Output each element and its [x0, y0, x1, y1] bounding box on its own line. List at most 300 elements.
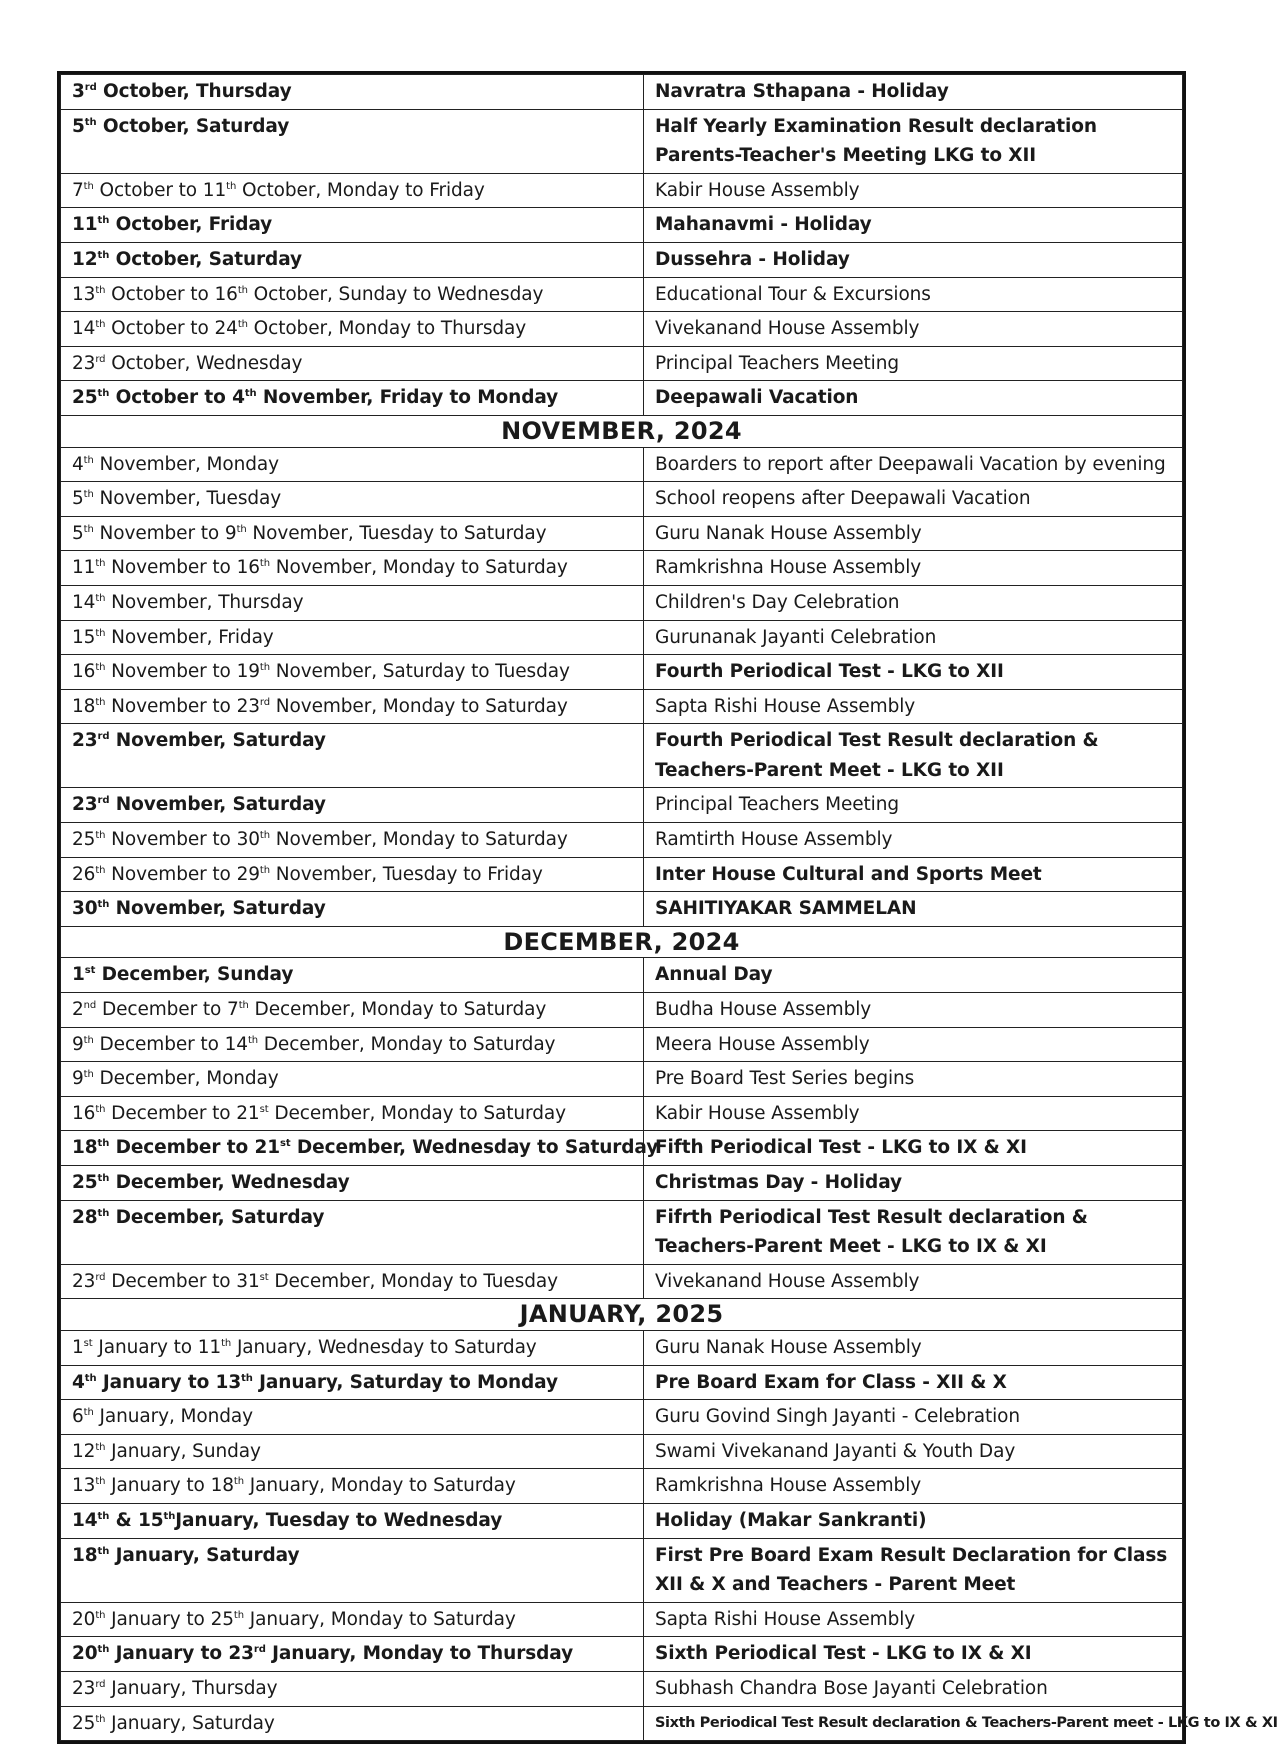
date-ordinal-suffix: th	[95, 1713, 106, 1725]
date-text: October, Saturday	[109, 248, 302, 270]
date-ordinal-suffix: rd	[95, 353, 106, 365]
date-text: November, Saturday to Tuesday	[269, 661, 570, 683]
event-date	[61, 516, 644, 551]
date-text: December to	[96, 999, 228, 1021]
event-description: Kabir House Assembly	[644, 1096, 1183, 1131]
event-description: Meera House Assembly	[644, 1027, 1183, 1062]
event-date	[61, 1200, 644, 1264]
event-description: Ramkrishna House Assembly	[644, 1469, 1183, 1504]
date-text: October, Monday to Friday	[236, 179, 485, 201]
date-ordinal-suffix: th	[247, 1034, 258, 1046]
date-text: December, Sunday	[95, 964, 294, 986]
date-text: January, Sunday	[105, 1440, 261, 1462]
event-description: Vivekanand House Assembly	[644, 1264, 1183, 1299]
date-number: 19	[236, 661, 260, 683]
date-ordinal-suffix: th	[259, 661, 270, 673]
event-date	[61, 447, 644, 482]
date-number: 9	[224, 522, 237, 544]
date-ordinal-suffix: th	[84, 116, 97, 128]
date-text: November, Monday to Saturday	[269, 557, 568, 579]
event-date	[61, 277, 644, 312]
calendar-row	[61, 173, 1183, 208]
date-ordinal-suffix: th	[97, 1510, 110, 1522]
date-ordinal-suffix: th	[238, 999, 249, 1011]
event-date	[61, 173, 644, 208]
date-ordinal-suffix: th	[83, 180, 94, 192]
date-ordinal-suffix: th	[237, 284, 248, 296]
calendar-row	[61, 312, 1183, 347]
date-text: October to	[105, 283, 215, 305]
event-description: Principal Teachers Meeting	[644, 788, 1183, 823]
event-date	[61, 346, 644, 381]
date-ordinal-suffix: th	[95, 592, 106, 604]
calendar-row	[61, 381, 1183, 416]
event-description: Vivekanand House Assembly	[644, 312, 1183, 347]
date-text: November, Tuesday to Saturday	[246, 522, 547, 544]
date-text: January to	[105, 1608, 211, 1630]
date-text: November, Monday	[93, 453, 279, 475]
calendar-row	[61, 1096, 1183, 1131]
date-number: 5	[72, 115, 85, 137]
month-heading-row	[61, 1299, 1183, 1331]
date-ordinal-suffix: rd	[95, 1678, 106, 1690]
date-ordinal-suffix: th	[95, 696, 106, 708]
event-description: Dussehra - Holiday	[644, 242, 1183, 277]
date-number: 23	[72, 1677, 96, 1699]
event-date	[61, 1469, 644, 1504]
event-date	[61, 381, 644, 416]
event-description: First Pre Board Exam Result Declaration for Class XII & X and Teachers - Parent Meet	[644, 1538, 1183, 1602]
event-date	[61, 1706, 644, 1741]
event-date	[61, 1264, 644, 1299]
date-number: 21	[254, 1137, 280, 1159]
date-ordinal-suffix: th	[95, 1441, 106, 1453]
date-ordinal-suffix: rd	[95, 1271, 106, 1283]
date-text: December to	[109, 1137, 255, 1159]
event-description: Fifrth Periodical Test Result declaration & Teachers-Parent Meet - LKG to IX & XI	[644, 1200, 1183, 1264]
event-date	[61, 1365, 644, 1400]
date-text: October to	[105, 318, 215, 340]
date-ordinal-suffix: th	[97, 1644, 110, 1656]
event-date	[61, 1062, 644, 1097]
event-description: Navratra Sthapana - Holiday	[644, 75, 1183, 110]
calendar-row	[61, 1469, 1183, 1504]
date-number: 23	[228, 1643, 254, 1665]
calendar-row	[61, 892, 1183, 927]
date-number: 4	[72, 453, 84, 475]
date-ordinal-suffix: th	[95, 558, 106, 570]
event-date	[61, 1671, 644, 1706]
date-number: 4	[72, 1371, 85, 1393]
date-number: 14	[72, 591, 96, 613]
date-number: 25	[72, 1712, 96, 1734]
date-ordinal-suffix: th	[97, 1545, 110, 1557]
date-text: October, Saturday	[96, 115, 290, 137]
date-number: 7	[72, 179, 84, 201]
date-number: 25	[72, 1172, 98, 1193]
date-number: 18	[72, 1137, 98, 1159]
date-text: December, Wednesday to Saturday	[290, 1137, 659, 1159]
date-number: 15	[137, 1509, 164, 1531]
event-date	[61, 823, 644, 858]
date-number: 1	[72, 1336, 84, 1358]
date-ordinal-suffix: th	[95, 319, 106, 330]
date-number: 11	[202, 179, 227, 201]
event-description: Half Yearly Examination Result declaration Parents-Teacher's Meeting LKG to XII	[644, 109, 1183, 173]
calendar-row	[61, 655, 1183, 690]
date-ordinal-suffix: th	[83, 454, 94, 466]
date-ordinal-suffix: th	[97, 1207, 110, 1219]
date-number: 4	[232, 387, 245, 409]
date-ordinal-suffix: th	[259, 829, 270, 841]
calendar-row	[61, 1434, 1183, 1469]
event-date	[61, 958, 644, 993]
date-number: 28	[72, 1206, 98, 1228]
date-text: November, Monday to Saturday	[269, 829, 568, 851]
date-number: 7	[227, 999, 239, 1021]
date-number: 16	[236, 557, 260, 579]
event-date	[61, 1503, 644, 1538]
calendar-row	[61, 823, 1183, 858]
date-ordinal-suffix: th	[233, 1476, 244, 1488]
event-date	[61, 1637, 644, 1672]
date-ordinal-suffix: th	[95, 1476, 106, 1488]
date-ordinal-suffix: st	[84, 965, 96, 977]
date-text: January, Thursday	[105, 1677, 278, 1699]
event-description: Pre Board Exam for Class - XII & X	[644, 1365, 1183, 1400]
date-ordinal-suffix: rd	[97, 731, 110, 743]
event-date	[61, 1538, 644, 1602]
event-date	[61, 655, 644, 690]
date-text: November to	[105, 661, 237, 683]
date-text: January, Monday	[93, 1406, 253, 1428]
calendar-row	[61, 1062, 1183, 1097]
event-date	[61, 724, 644, 788]
event-description: Ramkrishna House Assembly	[644, 551, 1183, 586]
event-description: Guru Govind Singh Jayanti - Celebration	[644, 1400, 1183, 1435]
date-number: 16	[72, 661, 96, 683]
event-description: School reopens after Deepawali Vacation	[644, 482, 1183, 517]
month-heading: NOVEMBER, 2024	[61, 415, 1183, 447]
date-ordinal-suffix: nd	[83, 999, 97, 1011]
date-ordinal-suffix: th	[95, 864, 106, 876]
event-description: Boarders to report after Deepawali Vacation by evening	[644, 447, 1183, 482]
event-date	[61, 788, 644, 823]
calendar-row	[61, 516, 1183, 551]
event-description: Educational Tour & Excursions	[644, 277, 1183, 312]
date-text: January, Wednesday to Saturday	[231, 1336, 537, 1358]
event-description: Guru Nanak House Assembly	[644, 516, 1183, 551]
event-date	[61, 857, 644, 892]
event-description: Guru Nanak House Assembly	[644, 1330, 1183, 1365]
event-description: Principal Teachers Meeting	[644, 346, 1183, 381]
date-ordinal-suffix: th	[95, 661, 106, 673]
date-number: 21	[236, 1102, 260, 1124]
date-number: 25	[72, 829, 96, 851]
date-text: December, Monday	[93, 1068, 279, 1090]
date-number: 31	[236, 1270, 260, 1292]
date-text: November to	[105, 557, 237, 579]
event-date	[61, 892, 644, 927]
event-description: Annual Day	[644, 958, 1183, 993]
calendar-row	[61, 1400, 1183, 1435]
date-number: 23	[72, 730, 98, 752]
event-date	[61, 1166, 644, 1201]
date-text: January to	[92, 1336, 198, 1358]
date-ordinal-suffix: th	[95, 627, 106, 639]
date-ordinal-suffix: th	[226, 180, 237, 192]
date-number: 12	[72, 1440, 96, 1462]
date-number: 5	[72, 522, 84, 544]
date-number: 25	[72, 387, 98, 409]
date-ordinal-suffix: th	[95, 284, 106, 296]
date-number: 26	[72, 863, 96, 885]
date-text: December to	[93, 1033, 225, 1055]
date-number: 23	[72, 352, 96, 374]
calendar-row	[61, 1503, 1183, 1538]
date-number: 3	[72, 81, 85, 102]
date-ordinal-suffix: th	[84, 1372, 97, 1384]
date-number: 30	[236, 829, 260, 851]
month-heading: DECEMBER, 2024	[61, 926, 1183, 958]
date-text: January, Monday to Saturday	[243, 1608, 516, 1630]
calendar-row	[61, 724, 1183, 788]
event-description: Fifth Periodical Test - LKG to IX & XI	[644, 1131, 1183, 1166]
date-ordinal-suffix: st	[83, 1337, 93, 1349]
event-description: Ramtirth House Assembly	[644, 823, 1183, 858]
date-number: 25	[210, 1608, 234, 1630]
calendar-row	[61, 208, 1183, 243]
date-ordinal-suffix: rd	[259, 696, 270, 708]
calendar-row	[61, 1706, 1183, 1741]
date-ordinal-suffix: st	[279, 1138, 291, 1150]
date-text: January, Saturday to Monday	[252, 1371, 558, 1393]
event-date	[61, 208, 644, 243]
date-number: 14	[224, 1033, 248, 1055]
event-date	[61, 1400, 644, 1435]
date-text: November, Saturday	[109, 898, 326, 920]
date-ordinal-suffix: rd	[253, 1644, 266, 1656]
date-text: October, Friday	[109, 214, 273, 236]
event-description: Subhash Chandra Bose Jayanti Celebration	[644, 1671, 1183, 1706]
calendar-row	[61, 993, 1183, 1028]
event-description: Pre Board Test Series begins	[644, 1062, 1183, 1097]
date-number: 16	[72, 1102, 96, 1124]
date-number: 13	[72, 1475, 96, 1497]
date-number: 18	[210, 1475, 234, 1497]
date-ordinal-suffix: th	[236, 523, 247, 535]
calendar-row	[61, 277, 1183, 312]
calendar-row	[61, 1602, 1183, 1637]
event-description: Sapta Rishi House Assembly	[644, 1602, 1183, 1637]
date-ordinal-suffix: th	[95, 1103, 106, 1115]
date-number: 18	[72, 1544, 98, 1566]
event-date	[61, 551, 644, 586]
date-text: January to	[109, 1643, 229, 1665]
date-text: November, Tuesday	[93, 488, 282, 510]
date-ordinal-suffix: th	[83, 1069, 94, 1081]
date-text: October to	[93, 179, 203, 201]
date-ordinal-suffix: rd	[97, 795, 110, 807]
event-date	[61, 585, 644, 620]
event-description: Fourth Periodical Test Result declaration & Teachers-Parent Meet - LKG to XII	[644, 724, 1183, 788]
date-text: November, Tuesday to Friday	[269, 863, 543, 885]
calendar-row	[61, 109, 1183, 173]
calendar-row	[61, 585, 1183, 620]
date-ordinal-suffix: th	[83, 523, 94, 535]
calendar-row	[61, 689, 1183, 724]
calendar-row	[61, 1671, 1183, 1706]
event-date	[61, 482, 644, 517]
date-number: 16	[214, 283, 238, 305]
date-number: 2	[72, 999, 84, 1021]
date-text: January, Monday to Thursday	[265, 1643, 574, 1665]
date-number: 24	[214, 318, 238, 340]
date-number: 14	[72, 318, 96, 340]
date-text: October to	[109, 387, 233, 409]
date-ordinal-suffix: th	[95, 829, 106, 841]
date-ordinal-suffix: th	[237, 319, 248, 330]
calendar-row	[61, 1131, 1183, 1166]
date-text: November to	[105, 829, 237, 851]
event-description: Kabir House Assembly	[644, 173, 1183, 208]
date-text: November, Saturday	[109, 794, 326, 816]
date-ordinal-suffix: th	[259, 864, 270, 876]
month-heading: JANUARY, 2025	[61, 1299, 1183, 1331]
calendar-row	[61, 958, 1183, 993]
date-text: November, Saturday	[109, 730, 326, 752]
date-text: December, Wednesday	[109, 1172, 350, 1193]
date-number: 11	[197, 1336, 222, 1358]
calendar-rows	[61, 75, 1278, 1741]
date-number: 11	[72, 214, 98, 236]
date-text: October, Monday to Thursday	[247, 318, 527, 340]
event-calendar-table	[60, 74, 1278, 1741]
date-ordinal-suffix: th	[163, 1510, 176, 1522]
event-date	[61, 109, 644, 173]
event-date	[61, 620, 644, 655]
date-text: November, Friday	[105, 626, 274, 648]
date-number: 15	[72, 626, 96, 648]
calendar-row	[61, 1166, 1183, 1201]
calendar-row	[61, 75, 1183, 110]
date-text: November to	[93, 522, 225, 544]
date-text: January, Saturday	[105, 1712, 275, 1734]
event-description: SAHITIYAKAR SAMMELAN	[644, 892, 1183, 927]
event-date	[61, 242, 644, 277]
date-text: December to	[105, 1270, 237, 1292]
event-description: Mahanavmi - Holiday	[644, 208, 1183, 243]
calendar-row	[61, 1264, 1183, 1299]
date-ordinal-suffix: th	[83, 488, 94, 500]
date-number: 23	[72, 1270, 96, 1292]
calendar-row	[61, 1365, 1183, 1400]
date-ordinal-suffix: th	[221, 1337, 232, 1349]
date-ordinal-suffix: th	[97, 249, 110, 261]
calendar-row	[61, 857, 1183, 892]
date-text: January, Tuesday to Wednesday	[175, 1509, 503, 1531]
date-ordinal-suffix: th	[97, 388, 110, 400]
date-ordinal-suffix: th	[95, 1609, 106, 1621]
event-date	[61, 993, 644, 1028]
date-number: 14	[72, 1509, 98, 1531]
month-heading-row	[61, 415, 1183, 447]
event-date	[61, 1131, 659, 1166]
calendar-row	[61, 1330, 1183, 1365]
date-number: 6	[72, 1406, 84, 1428]
calendar-sheet	[57, 71, 1278, 1744]
event-description: Gurunanak Jayanti Celebration	[644, 620, 1183, 655]
date-text: December, Monday to Saturday	[268, 1102, 566, 1124]
calendar-row	[61, 788, 1183, 823]
date-text: January to	[96, 1371, 216, 1393]
event-description: Holiday (Makar Sankranti)	[644, 1503, 1183, 1538]
event-date	[61, 1027, 644, 1062]
date-text: January, Saturday	[109, 1544, 300, 1566]
calendar-row	[61, 620, 1183, 655]
date-number: 11	[72, 557, 96, 579]
date-text: December, Monday to Saturday	[258, 1033, 556, 1055]
date-text: December, Saturday	[109, 1206, 325, 1228]
date-number: 12	[72, 248, 98, 270]
event-date	[61, 1434, 644, 1469]
date-number: 20	[72, 1608, 96, 1630]
date-number: 9	[72, 1033, 84, 1055]
date-text: January, Monday to Saturday	[243, 1475, 516, 1497]
event-description: Inter House Cultural and Sports Meet	[644, 857, 1183, 892]
date-ordinal-suffix: th	[97, 1138, 110, 1150]
date-number: 29	[236, 863, 260, 885]
date-ordinal-suffix: th	[97, 1172, 110, 1184]
date-number: 23	[236, 695, 260, 717]
date-text: October, Thursday	[96, 81, 292, 102]
event-date	[61, 312, 644, 347]
event-date	[61, 1096, 644, 1131]
event-description: Deepawali Vacation	[644, 381, 1183, 416]
date-ordinal-suffix: th	[83, 1034, 94, 1046]
event-description: Fourth Periodical Test - LKG to XII	[644, 655, 1183, 690]
month-heading-row	[61, 926, 1183, 958]
event-description: Budha House Assembly	[644, 993, 1183, 1028]
event-description: Children's Day Celebration	[644, 585, 1183, 620]
calendar-row	[61, 346, 1183, 381]
date-text: December, Monday to Saturday	[248, 999, 547, 1021]
date-ordinal-suffix: th	[244, 388, 257, 400]
date-number: 18	[72, 695, 96, 717]
date-text: November, Thursday	[105, 591, 304, 613]
calendar-row	[61, 1538, 1183, 1602]
date-ordinal-suffix: th	[83, 1407, 94, 1418]
date-number: 13	[215, 1371, 242, 1393]
event-description: Christmas Day - Holiday	[644, 1166, 1183, 1201]
date-text: &	[109, 1509, 138, 1531]
date-ordinal-suffix: th	[233, 1609, 244, 1621]
date-text: October, Sunday to Wednesday	[247, 283, 544, 305]
date-ordinal-suffix: th	[97, 899, 110, 911]
calendar-row	[61, 482, 1183, 517]
event-description: Sapta Rishi House Assembly	[644, 689, 1183, 724]
date-ordinal-suffix: th	[241, 1372, 253, 1384]
event-date	[61, 75, 644, 110]
date-text: January to	[105, 1475, 211, 1497]
date-number: 13	[72, 283, 96, 305]
event-description: Sixth Periodical Test - LKG to IX & XI	[644, 1637, 1183, 1672]
date-ordinal-suffix: th	[259, 558, 270, 570]
date-number: 9	[72, 1068, 84, 1090]
event-date	[61, 1330, 644, 1365]
calendar-row	[61, 447, 1183, 482]
event-date	[61, 1602, 644, 1637]
